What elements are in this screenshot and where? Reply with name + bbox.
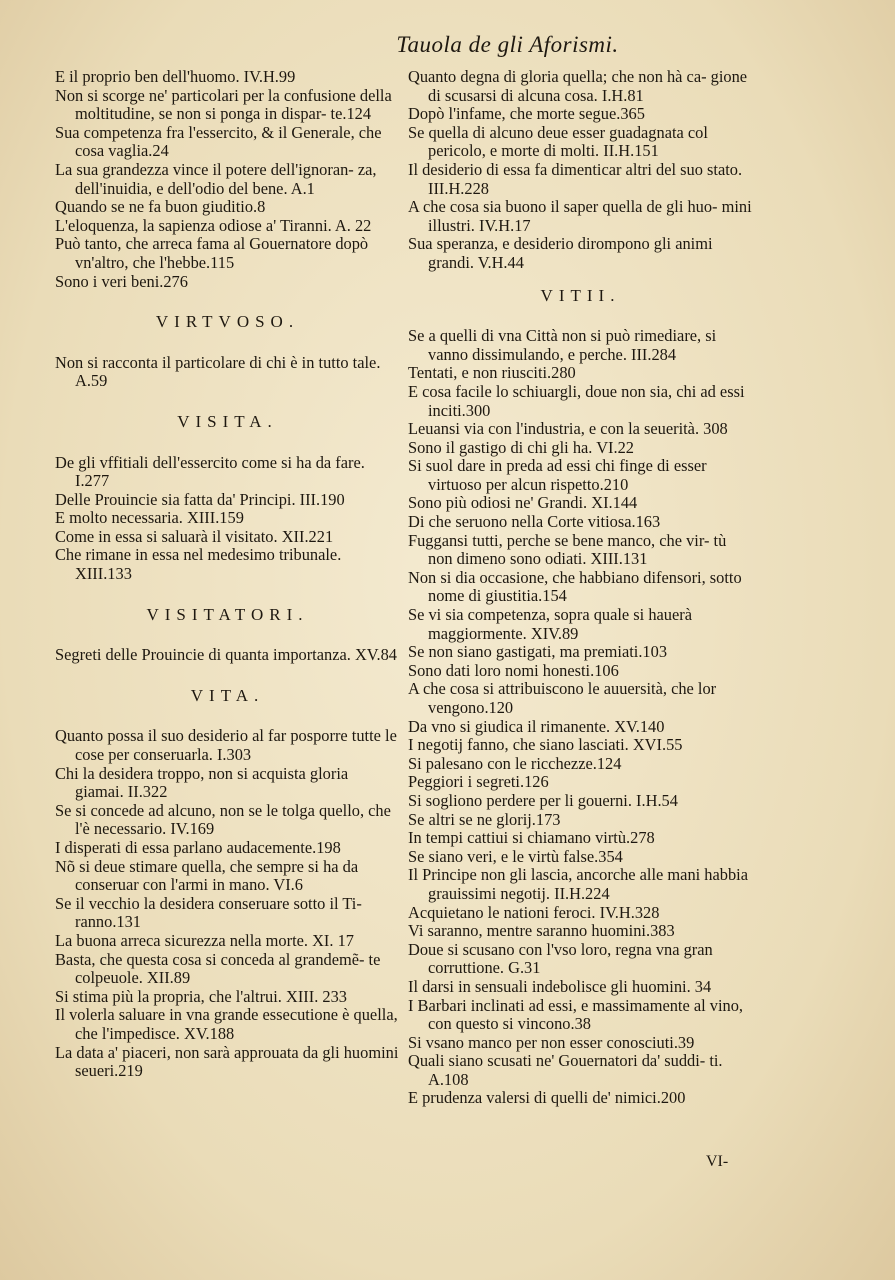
index-entry: Quanto possa il suo desiderio al far posporre tutte le cose per conseruarla. I.303 (55, 726, 397, 765)
index-entry: Se non siano gastigati, ma premiati.103 (408, 642, 668, 662)
index-entry: Il volerla saluare in vna grande essecutione è quella, che l'impedisce. XV.188 (55, 1005, 398, 1043)
index-entry: Sono i veri beni.276 (55, 271, 188, 291)
index-entry: Doue si scusano con l'vso loro, regna vna gran corruttione. G.31 (408, 939, 713, 978)
index-entry: Si sogliono perdere per li gouerni. I.H.54 (408, 790, 678, 810)
index-entry: Come in essa si saluarà il visitato. XII.221 (55, 526, 334, 546)
index-entry: Il desiderio di essa fa dimenticar altri del suo stato. III.H.228 (408, 159, 743, 198)
index-entry: Nõ si deue stimare quella, che sempre si ha da conseruar con l'armi in mano. VI.6 (55, 856, 359, 895)
index-entry: Non si racconta il particolare di chi è in tutto tale. A.59 (55, 352, 381, 391)
index-entry: Delle Prouincie sia fatta da' Principi. III.190 (55, 489, 345, 509)
section-heading: VISITATORI. (146, 604, 309, 624)
index-entry: La buona arreca sicurezza nella morte. XI. 17 (55, 930, 354, 950)
index-entry: E il proprio ben dell'huomo. IV.H.99 (55, 67, 296, 86)
index-entry: E molto necessaria. XIII.159 (55, 508, 244, 528)
index-entry: Si palesano con le ricchezze.124 (408, 753, 622, 773)
index-entry: Se a quelli di vna Città non si può rimediare, si vanno dissimulando, e perche. III.284 (408, 326, 717, 364)
index-entry: Se altri se ne glorij.173 (408, 809, 561, 829)
index-entry: Chi la desidera troppo, non si acquista gloria giamai. II.322 (55, 763, 349, 802)
index-entry: A che cosa si attribuiscono le auuersità, che lor vengono.120 (408, 679, 717, 717)
index-entry: Vi saranno, mentre saranno huomini.383 (408, 921, 675, 941)
index-entry: Se quella di alcuno deue esser guadagnata col pericolo, e morte di molti. II.H.151 (408, 122, 708, 161)
index-entry: Sua competenza fra l'essercito, & il Generale, che cosa vaglia.24 (55, 122, 382, 161)
index-entry: Se siano veri, e le virtù false.354 (408, 846, 623, 866)
index-entry: Tentati, e non riusciti.280 (408, 363, 576, 383)
index-entry: La sua grandezza vince il potere dell'ignoran- za, dell'inuidia, e dell'odio del bene. A.1 (55, 159, 377, 198)
left-column (55, 68, 400, 1081)
index-entry: Se vi sia competenza, sopra quale si hauerà maggiormente. XIV.89 (408, 605, 692, 643)
index-entry: Basta, che questa cosa si conceda al grandemẽ- te colpeuole. XII.89 (55, 949, 381, 988)
index-entry: I negotij fanno, che siano lasciati. XVI.55 (408, 735, 683, 755)
running-head: Tauola de gli Aforismi. (396, 32, 619, 57)
index-entry: De gli vffitiali dell'essercito come si ha da fare. I.277 (55, 452, 365, 491)
index-entry: Se il vecchio la desidera conseruare sotto il Ti- ranno.131 (55, 893, 362, 932)
index-entry: Sua speranza, e desiderio dirompono gli animi grandi. V.H.44 (408, 234, 713, 272)
index-entry: Si vsano manco per non esser conosciuti.39 (408, 1032, 695, 1052)
index-entry: Quando se ne fa buon giuditio.8 (55, 197, 266, 217)
index-entry: Può tanto, che arreca fama al Gouernatore dopò vn'altro, che l'hebbe.115 (55, 234, 369, 272)
index-entry: Non si scorge ne' particolari per la confusione della moltitudine, se non si ponga in dispar- te.124 (55, 85, 392, 124)
index-entry: Di che seruono nella Corte vitiosa.163 (408, 512, 661, 532)
index-entry: Che rimane in essa nel medesimo tribunale. XIII.133 (55, 545, 342, 584)
index-entry: La data a' piaceri, non sarà approuata da gli huomini seueri.219 (55, 1042, 399, 1081)
section-heading: VIRTVOSO. (155, 312, 300, 332)
index-entry: Si suol dare in preda ad essi chi finge di esser virtuoso per alcun rispetto.210 (408, 456, 707, 494)
index-entry: Non si dia occasione, che habbiano difensori, sotto nome di giustitia.154 (408, 567, 742, 606)
index-entry: Da vno si giudica il rimanente. XV.140 (408, 716, 665, 736)
section-heading: VITA. (190, 685, 265, 705)
catchword: VI- (706, 1153, 729, 1170)
index-entry: Acquietano le nationi feroci. IV.H.328 (408, 902, 660, 922)
index-entry: In tempi cattiui si chiamano virtù.278 (408, 828, 655, 848)
section-heading: VITII. (540, 285, 621, 305)
index-entry: I Barbari inclinati ad essi, e massimamente al vino, con questo si vincono.38 (408, 995, 743, 1034)
index-entry: E prudenza valersi di quelli de' nimici.200 (408, 1088, 686, 1108)
index-entry: Dopò l'infame, che morte segue.365 (408, 104, 645, 124)
index-entry: Sono il gastigo di chi gli ha. VI.22 (408, 437, 634, 457)
index-entry: Segreti delle Prouincie di quanta importanza. XV.84 (55, 645, 397, 665)
index-entry: Peggiori i segreti.126 (408, 772, 549, 792)
index-entry: Il Principe non gli lascia, ancorche alle mani habbia grauissimi negotij. II.H.224 (408, 865, 748, 903)
index-entry: Fuggansi tutti, perche se bene manco, che vir- tù non dimeno sono odiati. XIII.131 (408, 530, 727, 569)
index-entry: I disperati di essa parlano audacemente.198 (55, 838, 341, 857)
index-entry: Quanto degna di gloria quella; che non hà ca- gione di scusarsi di alcuna cosa. I.H.81 (408, 67, 748, 105)
index-entry: Sono dati loro nomi honesti.106 (408, 660, 619, 680)
right-column (408, 68, 753, 1108)
index-entry: Quali siano scusati ne' Gouernatori da' suddi- ti. A.108 (408, 1051, 723, 1089)
index-entry: L'eloquenza, la sapienza odiose a' Tiranni. A. 22 (55, 215, 372, 235)
index-entry: Se si concede ad alcuno, non se le tolga quello, che l'è necessario. IV.169 (55, 800, 391, 839)
index-entry: Leuansi via con l'industria, e con la seuerità. 308 (408, 419, 728, 439)
index-entry: E cosa facile lo schiuargli, doue non sia, chi ad essi inciti.300 (408, 381, 745, 420)
index-entry: Il darsi in sensuali indebolisce gli huomini. 34 (408, 976, 712, 996)
index-entry: Si stima più la propria, che l'altrui. XIII. 233 (55, 986, 347, 1006)
index-entry: A che cosa sia buono il saper quella de gli huo- mini illustri. IV.H.17 (408, 197, 752, 235)
index-entry: Sono più odiosi ne' Grandi. XI.144 (408, 493, 638, 513)
section-heading: VISITA. (177, 411, 278, 431)
